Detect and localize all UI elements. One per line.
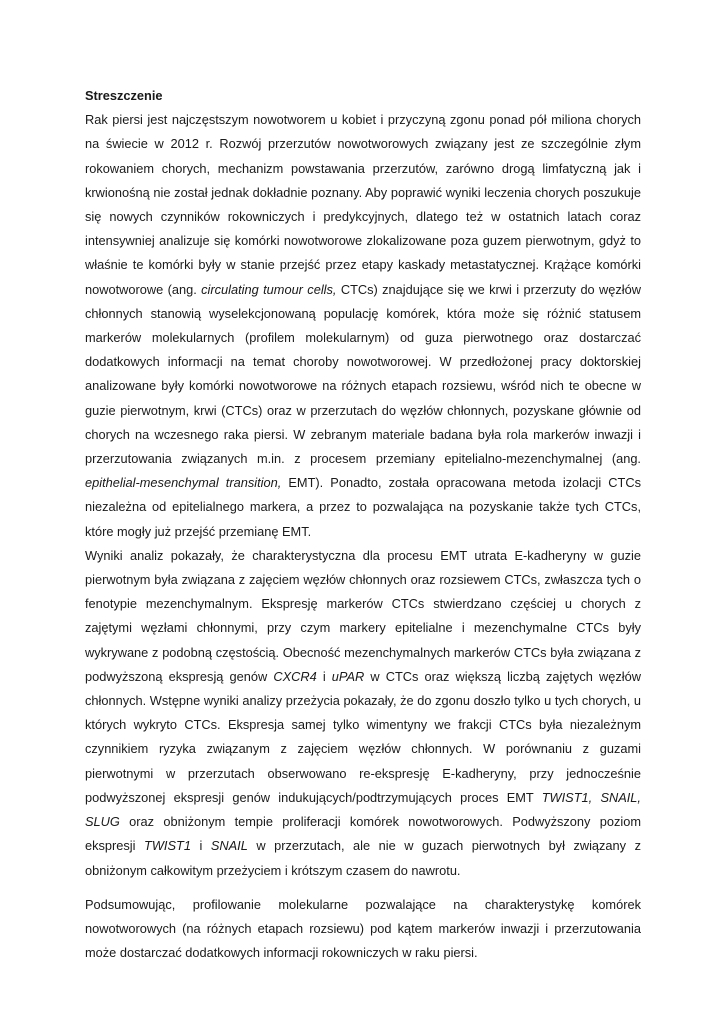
text-run: oraz obniżonym tempie proliferacji komórek nowotworowych. Podwyższony poziom ekspresji [85,814,641,854]
paragraph-1 [85,108,641,544]
italic-term: CXCR4 [273,668,317,684]
text-run: EMT). Ponadto, została opracowana metoda izolacji CTCs niezależna od epitelialnego markera, a przez to pozwalająca na pozyskanie także tych CTCs, które mogły już przejść przemianę EMT. [85,475,642,539]
italic-term: SNAIL [210,838,248,854]
italic-term: TWIST1 [144,838,191,854]
text-run: CTCs) znajdujące się we krwi i przerzuty do węzłów chłonnych stanowią wyselekcjonowaną populację komórek, która może się różnić statusem markerów molekularnych (profilem molekularnym) od guza pierwotnego oraz dostarczać dodatkowych informacji na temat choroby nowotworowej. W przedłożonej pracy doktorskiej analizowane były komórki nowotworowe na różnych etapach rozsiewu, wśród nich te obecne w guzie pierwotnym, krwi (CTCs) oraz w przerzutach do węzłów chłonnych, pozyskane głównie od chorych na wczesnego raka piersi. W zebranym materiale badana była rola markerów inwazji i przerzutowania związanych m.in. z procesem przemiany epitelialno-mezenchymalnej (ang. [85,281,641,467]
paragraph-gap [85,883,641,893]
italic-term: TWIST1, SNAIL, SLUG [85,789,641,830]
text-run: i [316,668,332,684]
section-heading: Streszczenie [85,88,163,103]
document-page [85,84,641,965]
paragraph-3 [85,893,641,966]
paragraph-2 [85,544,641,883]
text-run: i [190,838,211,854]
italic-term: circulating tumour cells, [201,281,337,297]
text-run: Rak piersi jest najczęstszym nowotworem u kobiet i przyczyną zgonu ponad pół miliona chorych na świecie w 2012 r. Rozwój przerzutów nowotworowych związany jest ze szczególnie złym rokowaniem chorych, mechanizm powstawania przerzutów, zarówno drogą limfatyczną jak i krwionośną nie został jednak dokładnie poznany. Aby poprawić wyniki leczenia chorych poszukuje się nowych czynników rokowniczych i predykcyjnych, dlatego też w ostatnich latach coraz intensywniej analizuje się komórki nowotworowe zlokalizowane poza guzem pierwotnym, gdyż to właśnie te komórki były w stanie przejść przez etapy kaskady metastatycznej. Krążące komórki nowotworowe (ang. [85,112,641,297]
text-run: w przerzutach, ale nie w guzach pierwotnych był związany z obniżonym całkowitym przeżyciem i krótszym czasem do nawrotu. [85,838,641,878]
italic-term: uPAR [331,668,365,684]
italic-term: epithelial-mesenchymal transition, [85,475,282,491]
text-run: Wyniki analiz pokazały, że charakterystyczna dla procesu EMT utrata E-kadheryny w guzie pierwotnym była związana z zajęciem węzłów chłonnych oraz rozsiewem CTCs, zwłaszcza tych o fenotypie mezenchymalnym. Ekspresję markerów CTCs stwierdzano częściej u chorych z zajętymi węzłami chłonnymi, przy czym markery epitelialne i mezenchymalne CTCs były wykrywane z podobną częstością. Obecność mezenchymalnych markerów CTCs była związana z podwyższoną ekspresją genów [85,547,641,684]
text-run: w CTCs oraz większą liczbą zajętych węzłów chłonnych. Wstępne wyniki analizy przeżycia pokazały, że do zgonu doszło tylko u tych chorych, u których wykryto CTCs. Ekspresja samej tylko wimentyny we frakcji CTCs była niezależnym czynnikiem ryzyka związanym z zajęciem węzłów chłonnych. W porównaniu z guzami pierwotnymi w przerzutach obserwowano re-ekspresję E-kadheryny, przy jednocześnie podwyższonej ekspresji genów indukujących/podtrzymujących proces EMT [85,668,641,805]
text-run: Podsumowując, profilowanie molekularne pozwalające na charakterystykę komórek nowotworowych (na różnych etapach rozsiewu) pod kątem markerów inwazji i przerzutowania może dostarczać dodatkowych informacji rokowniczych w raku piersi. [85,896,641,961]
